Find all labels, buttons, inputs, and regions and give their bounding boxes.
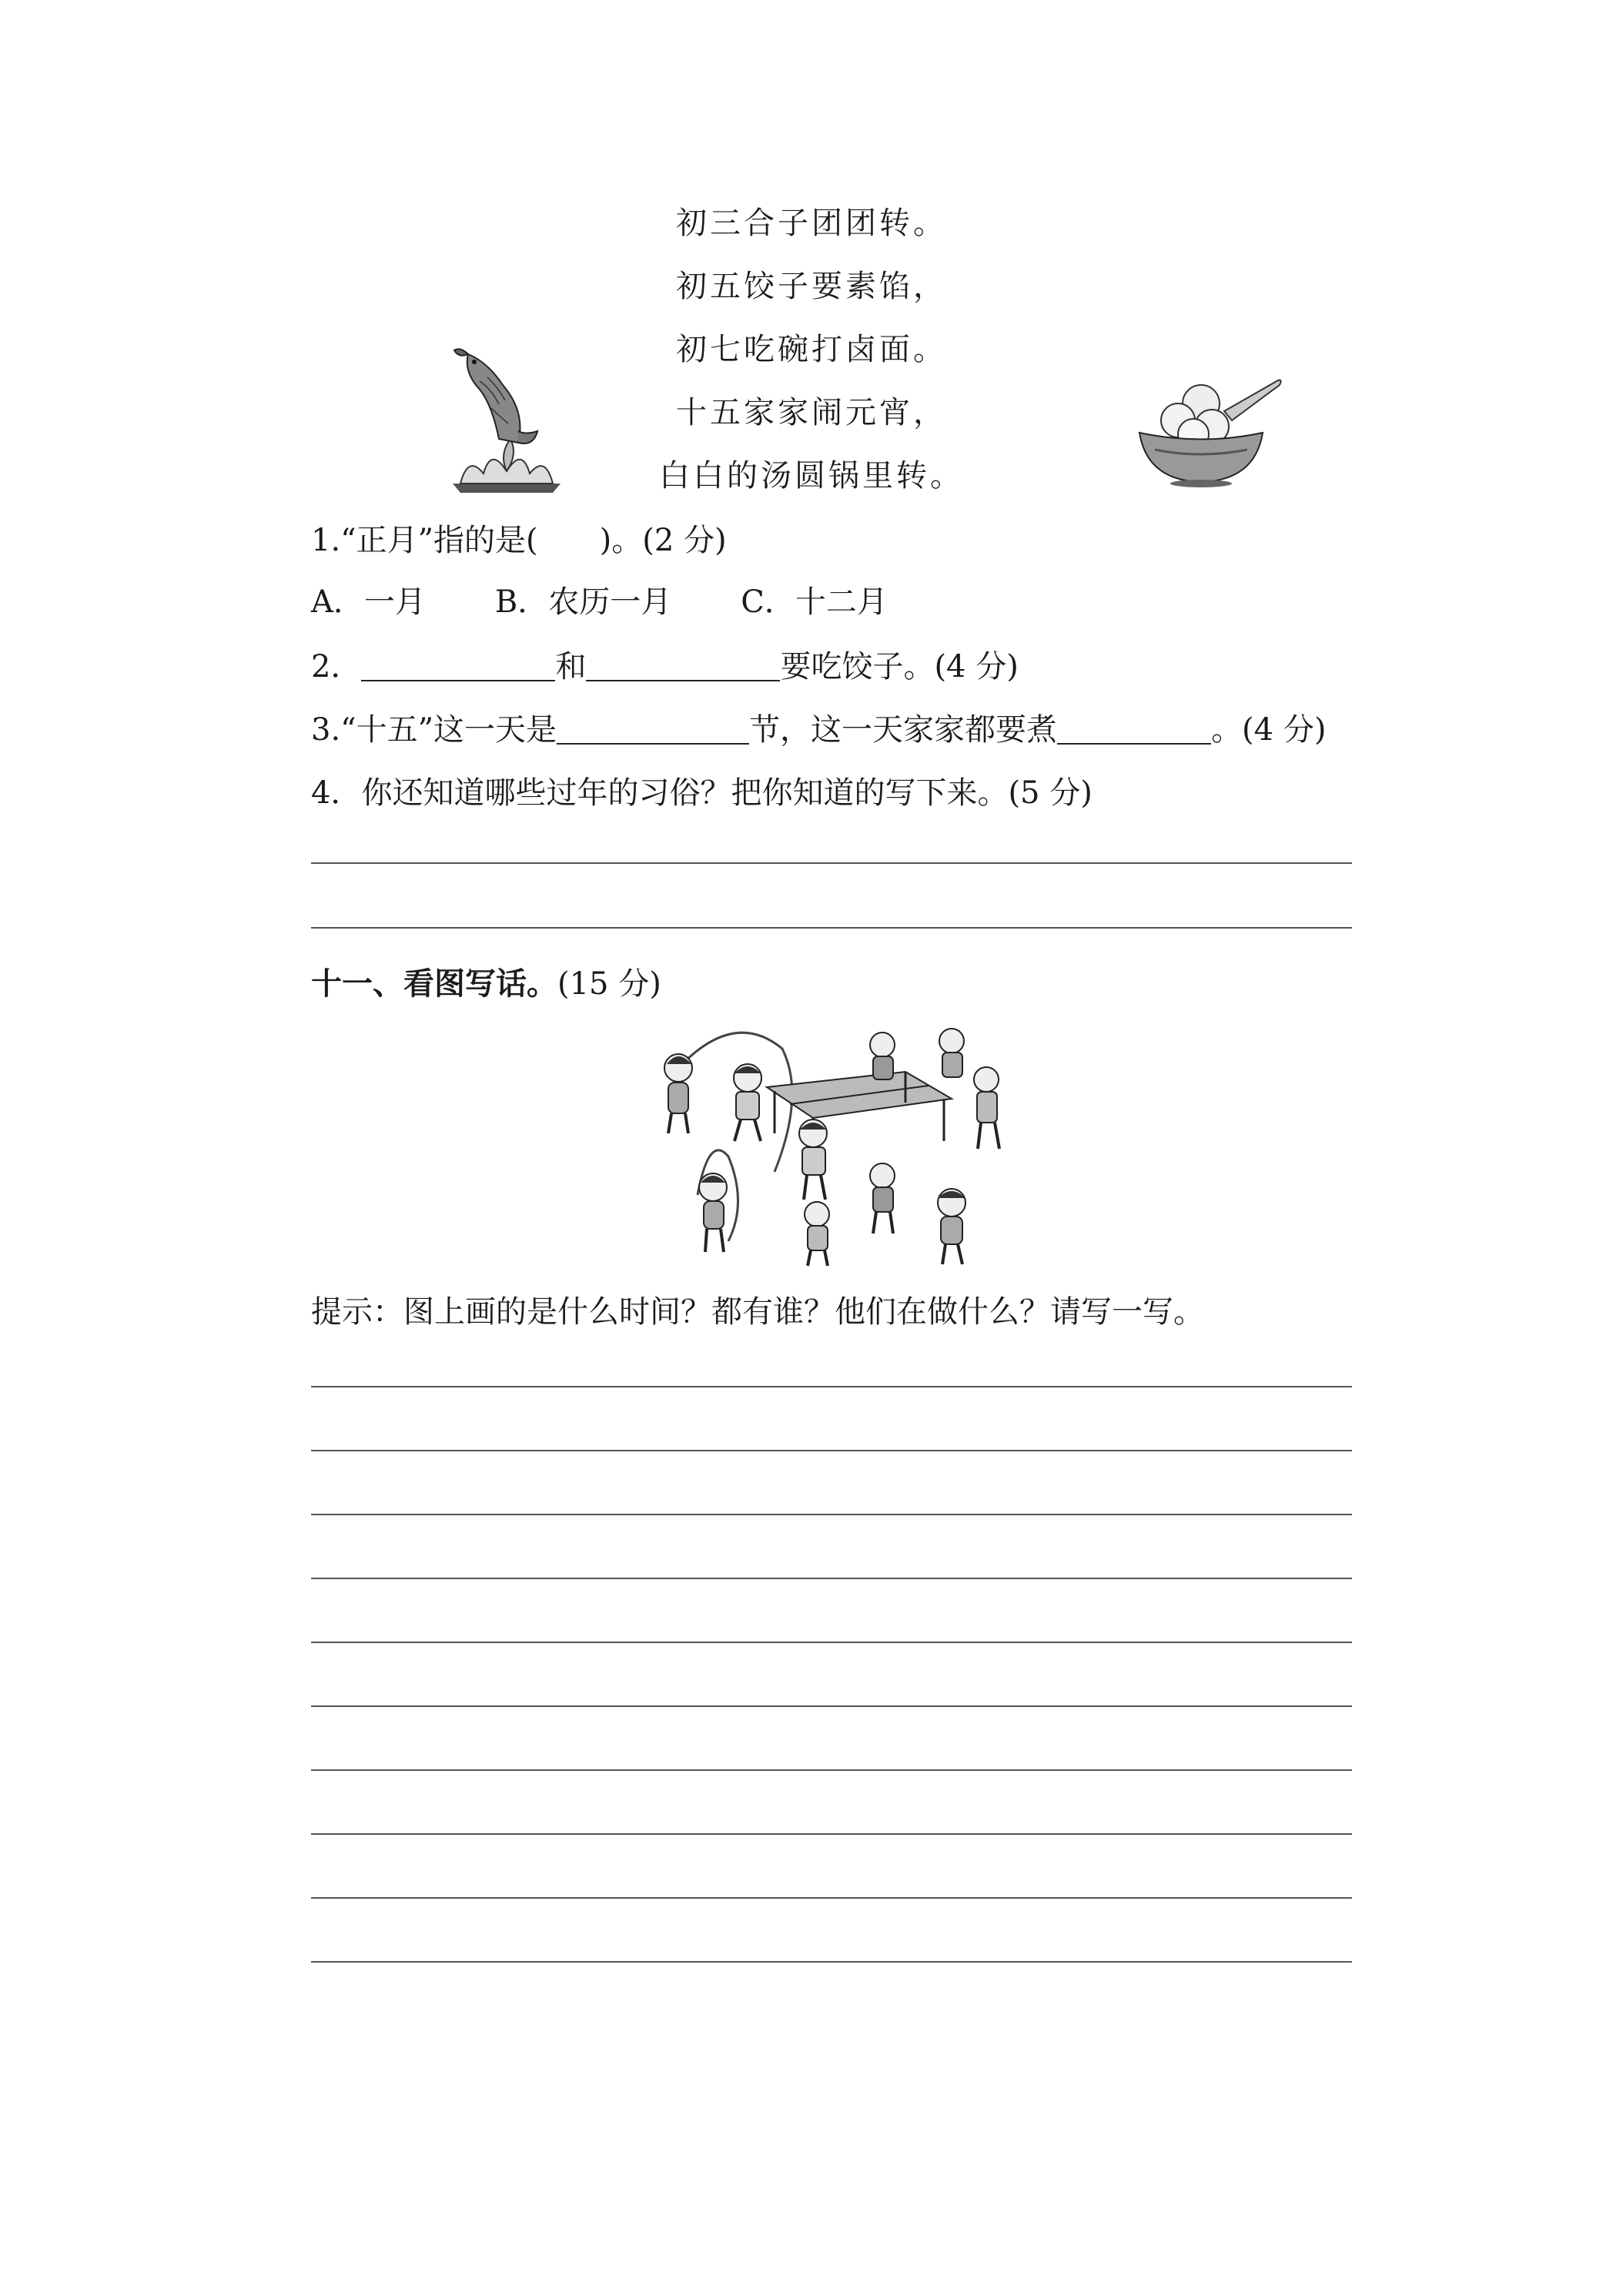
writing-line-4[interactable]	[311, 1578, 1352, 1579]
question-1: 1.“正月”指的是( )。(2 分)	[311, 523, 727, 558]
question-4: 4．你还知道哪些过年的习俗？把你知道的写下来。(5 分)	[311, 775, 1093, 811]
tangyuan-bowl-icon	[1132, 373, 1283, 488]
question-1-options	[311, 577, 888, 621]
section-11-title: 十一、看图写话。	[311, 966, 557, 1002]
section-11-heading	[311, 959, 661, 1003]
poem-line-1: 初三合子团团转。	[676, 206, 947, 241]
answer-line-4a[interactable]	[311, 862, 1352, 864]
writing-line-8[interactable]	[311, 1833, 1352, 1835]
option-b[interactable]: B．农历一月	[494, 584, 672, 620]
section-11-score: (15 分)	[557, 966, 661, 1002]
question-3-mid: 节，这一天家家都要煮	[749, 712, 1058, 748]
poem-line-5: 白白的汤圆锅里转。	[659, 458, 964, 494]
question-2-number: 2．	[311, 649, 362, 684]
answer-blank-2b[interactable]	[586, 649, 780, 681]
writing-line-3[interactable]	[311, 1514, 1352, 1515]
poem-line-3: 初七吃碗打卤面。	[676, 332, 947, 367]
answer-line-4b[interactable]	[311, 927, 1352, 929]
option-c[interactable]: C．十二月	[741, 584, 888, 620]
poem-line-2: 初五饺子要素馅，	[676, 269, 947, 304]
writing-line-7[interactable]	[311, 1769, 1352, 1771]
question-2-mid: 和	[555, 649, 587, 684]
question-3	[311, 705, 1326, 749]
answer-blank-2a[interactable]	[361, 649, 555, 681]
answer-blank-3a[interactable]	[557, 712, 749, 745]
writing-line-6[interactable]	[311, 1705, 1352, 1707]
writing-line-5[interactable]	[311, 1642, 1352, 1643]
question-2	[311, 642, 1019, 686]
question-3-tail: 。(4 分)	[1211, 712, 1327, 748]
question-3-lead: 3.“十五”这一天是	[311, 712, 557, 748]
carp-on-lotus-icon	[445, 339, 568, 497]
writing-line-10[interactable]	[311, 1961, 1352, 1963]
writing-line-9[interactable]	[311, 1897, 1352, 1899]
writing-hint: 提示：图上画的是什么时间？都有谁？他们在做什么？请写一写。	[311, 1294, 1204, 1330]
children-playing-illustration	[651, 1018, 1029, 1270]
writing-line-1[interactable]	[311, 1386, 1352, 1387]
writing-line-2[interactable]	[311, 1450, 1352, 1451]
poem-line-4: 十五家家闹元宵，	[676, 395, 947, 430]
answer-blank-3b[interactable]	[1057, 712, 1211, 745]
option-a[interactable]: A．一月	[311, 584, 426, 620]
question-2-tail: 要吃饺子。(4 分)	[780, 649, 1019, 684]
